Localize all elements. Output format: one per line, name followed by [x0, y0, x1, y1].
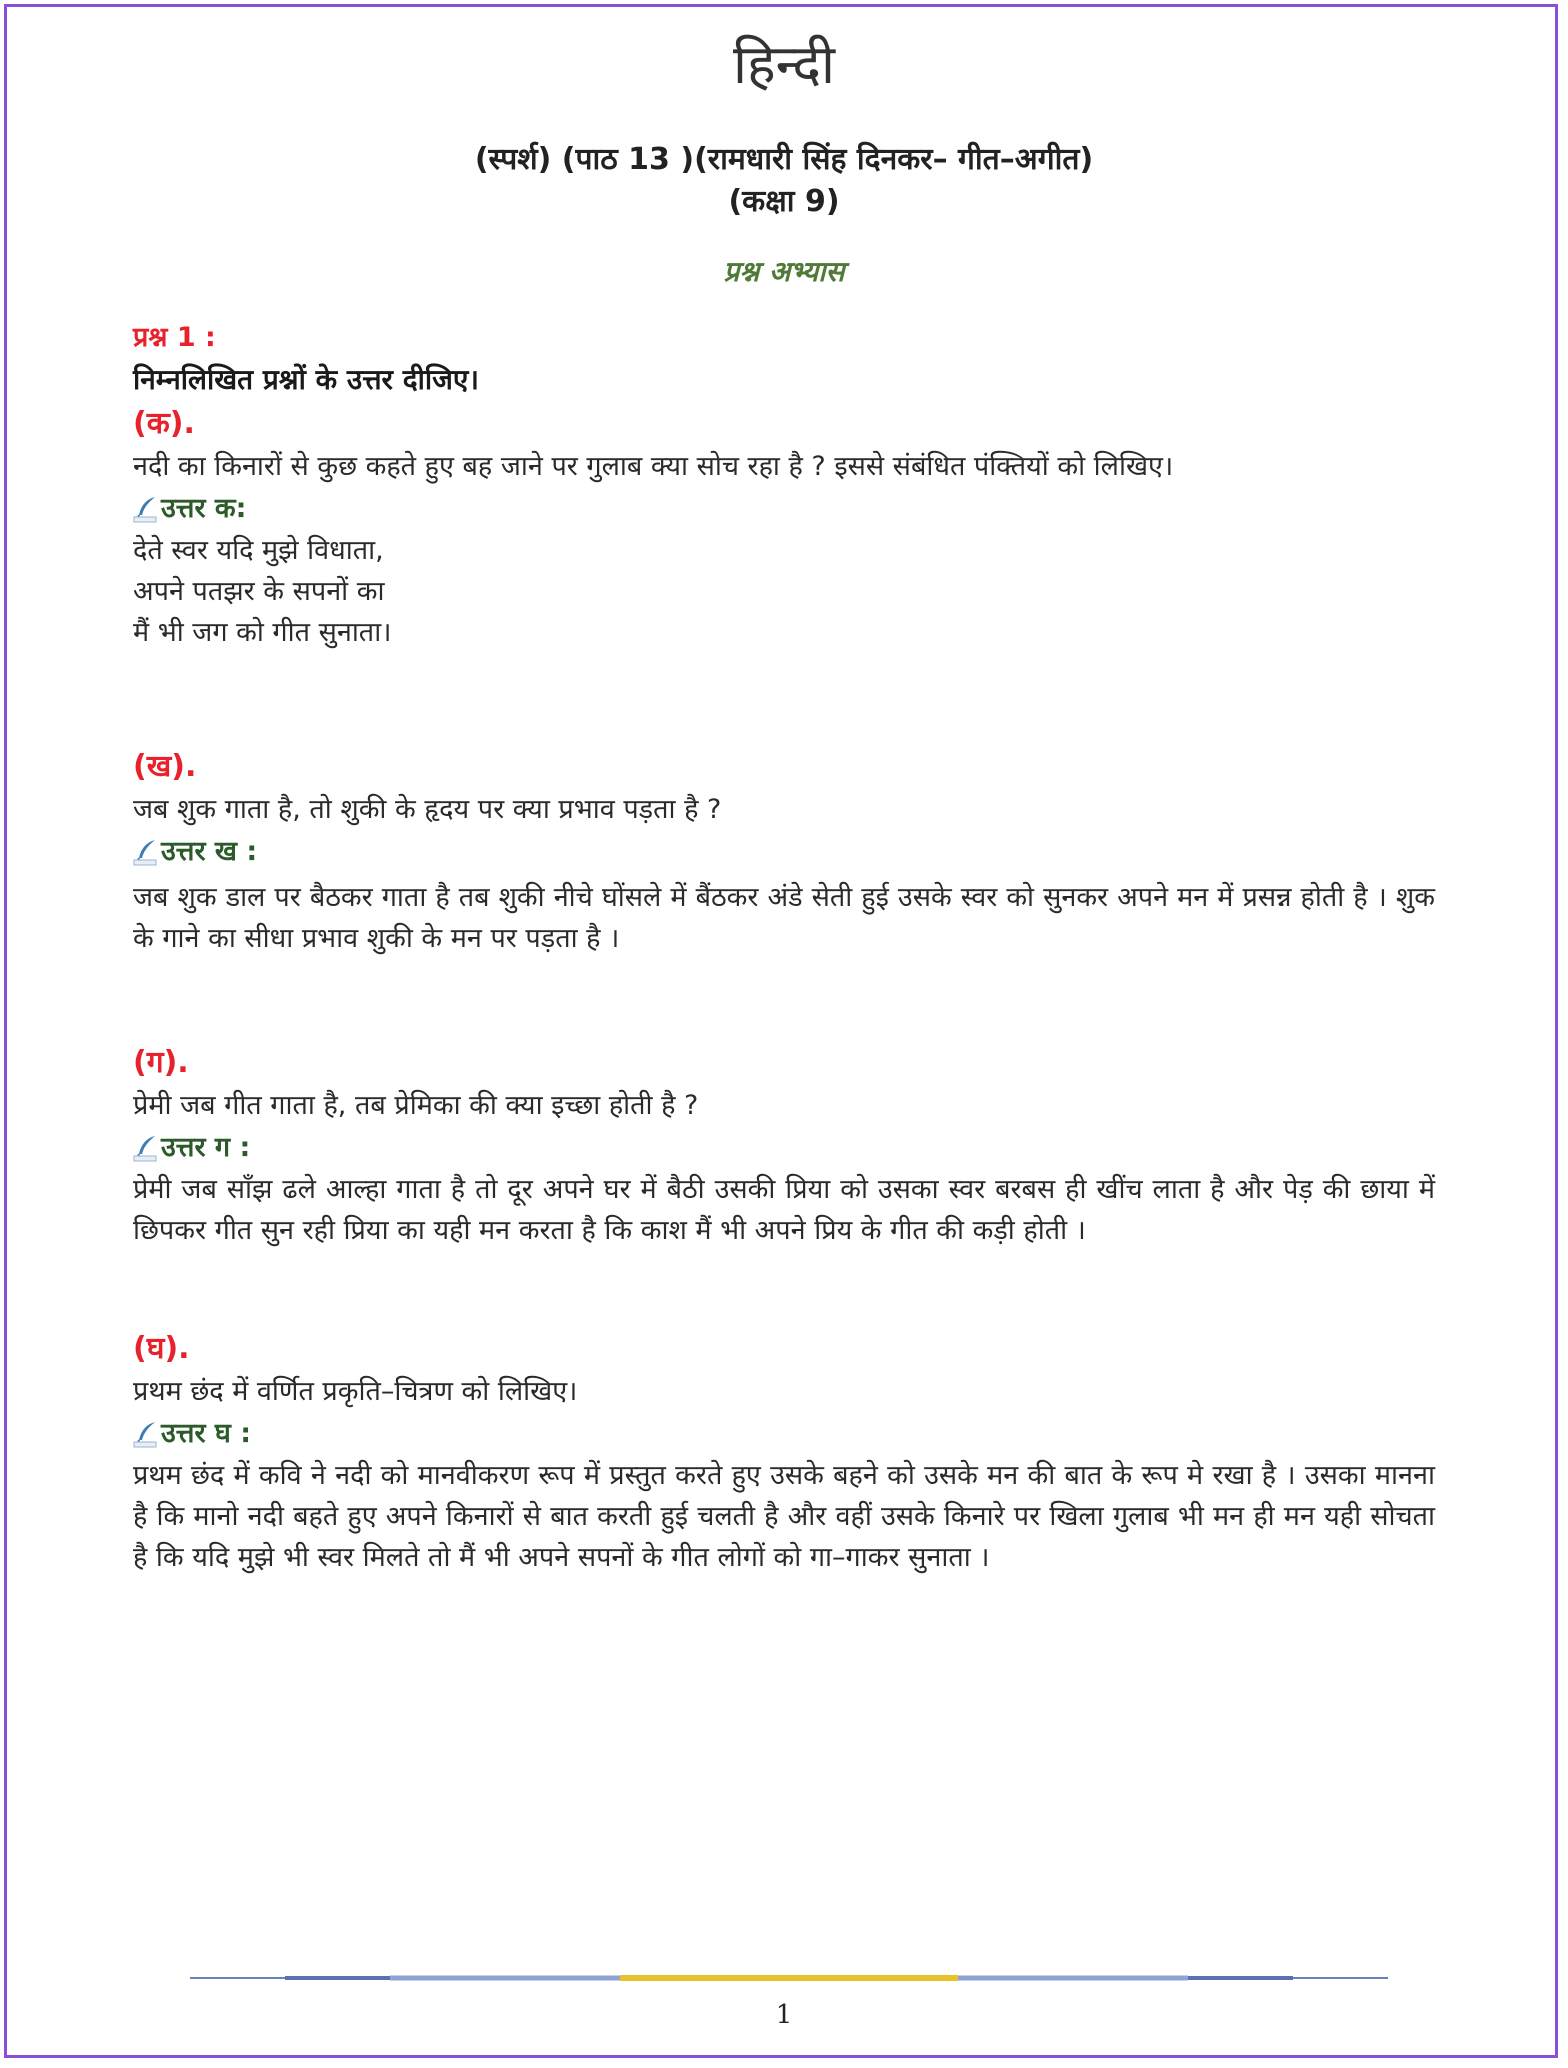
class-subtitle: (कक्षा 9)	[728, 184, 840, 219]
question-label: (क).	[133, 406, 195, 441]
answer-heading-label: उत्तर ग :	[161, 1132, 251, 1163]
answer-line: देते स्वर यदि मुझे विधाता,	[133, 535, 384, 566]
answer-heading-label: उत्तर क:	[161, 493, 247, 524]
answer-heading	[133, 1413, 1435, 1455]
question-item-ka	[133, 402, 1435, 653]
question-text: प्रथम छंद में वर्णित प्रकृति–चित्रण को लिखिए।	[133, 1376, 578, 1407]
page-title: हिन्दी	[732, 33, 835, 96]
question-label: (ग).	[133, 1045, 189, 1080]
quill-pen-icon	[133, 838, 159, 866]
answer-line: अपने पतझर के सपनों का	[133, 576, 385, 607]
section-title: प्रश्न अभ्यास	[723, 255, 845, 288]
question-item-gha	[133, 1327, 1435, 1578]
answer-line: मैं भी जग को गीत सुनाता।	[133, 617, 392, 648]
answer-heading	[133, 1127, 1435, 1169]
answer-heading	[133, 831, 1435, 873]
answer-text: प्रेमी जब साँझ ढले आल्हा गाता है तो दूर अपने घर में बैठी उसकी प्रिया को उसका स्वर बरबस ही खींच लाता है और पेड़ की छाया में छिपकर गीत सुन रही प्रिया का यही मन करता है कि काश मैं भी अपने प्रिय के गीत की कड़ी होती ।	[133, 1174, 1435, 1246]
question-instruction: निम्नलिखित प्रश्नों के उत्तर दीजिए।	[133, 363, 479, 396]
answer-heading-label: उत्तर ख :	[161, 836, 258, 867]
answer-heading	[133, 488, 1435, 530]
question-heading: प्रश्न 1 :	[133, 322, 216, 353]
question-item-ga	[133, 1041, 1435, 1251]
question-text: प्रेमी जब गीत गाता है, तब प्रेमिका की क्या इच्छा होती है ?	[133, 1090, 699, 1121]
answer-heading-label: उत्तर घ :	[161, 1418, 252, 1449]
question-content	[133, 318, 1435, 1578]
quill-pen-icon	[133, 495, 159, 523]
question-text: जब शुक गाता है, तो शुकी के हृदय पर क्या प्रभाव पड़ता है ?	[133, 794, 722, 825]
answer-text: जब शुक डाल पर बैठकर गाता है तब शुकी नीचे घोंसले में बैंठकर अंडे सेती हुई उसके स्वर को सुनकर अपने मन में प्रसन्न होती है । शुक के गाने का सीधा प्रभाव शुकी के मन पर पड़ता है ।	[133, 882, 1435, 954]
chapter-subtitle: (स्पर्श) (पाठ 13 )(रामधारी सिंह दिनकर– गीत–अगीत)	[474, 142, 1094, 177]
quill-pen-icon	[133, 1420, 159, 1448]
quill-pen-icon	[133, 1134, 159, 1162]
question-label: (ख).	[133, 749, 197, 784]
page-number: 1	[775, 2000, 793, 2030]
question-item-kha	[133, 745, 1435, 959]
question-text: नदी का किनारों से कुछ कहते हुए बह जाने पर गुलाब क्या सोच रहा है ? इससे संबंधित पंक्तियों को लिखिए।	[133, 451, 1174, 482]
footer-divider	[190, 1974, 1388, 1982]
answer-text: प्रथम छंद में कवि ने नदी को मानवीकरण रूप में प्रस्तुत करते हुए उसके बहने को उसके मन की बात के रूप मे रखा है । उसका मानना है कि मानो नदी बहते हुए अपने किनारों से बात करती हुई चलती है और वहीं उसके किनारे पर खिला गुलाब भी मन ही मन यही सोचता है कि यदि मुझे भी स्वर मिलते तो मैं भी अपने सपनों के गीत लोगों को गा–गाकर सुनाता ।	[133, 1460, 1435, 1573]
question-label: (घ).	[133, 1331, 190, 1366]
